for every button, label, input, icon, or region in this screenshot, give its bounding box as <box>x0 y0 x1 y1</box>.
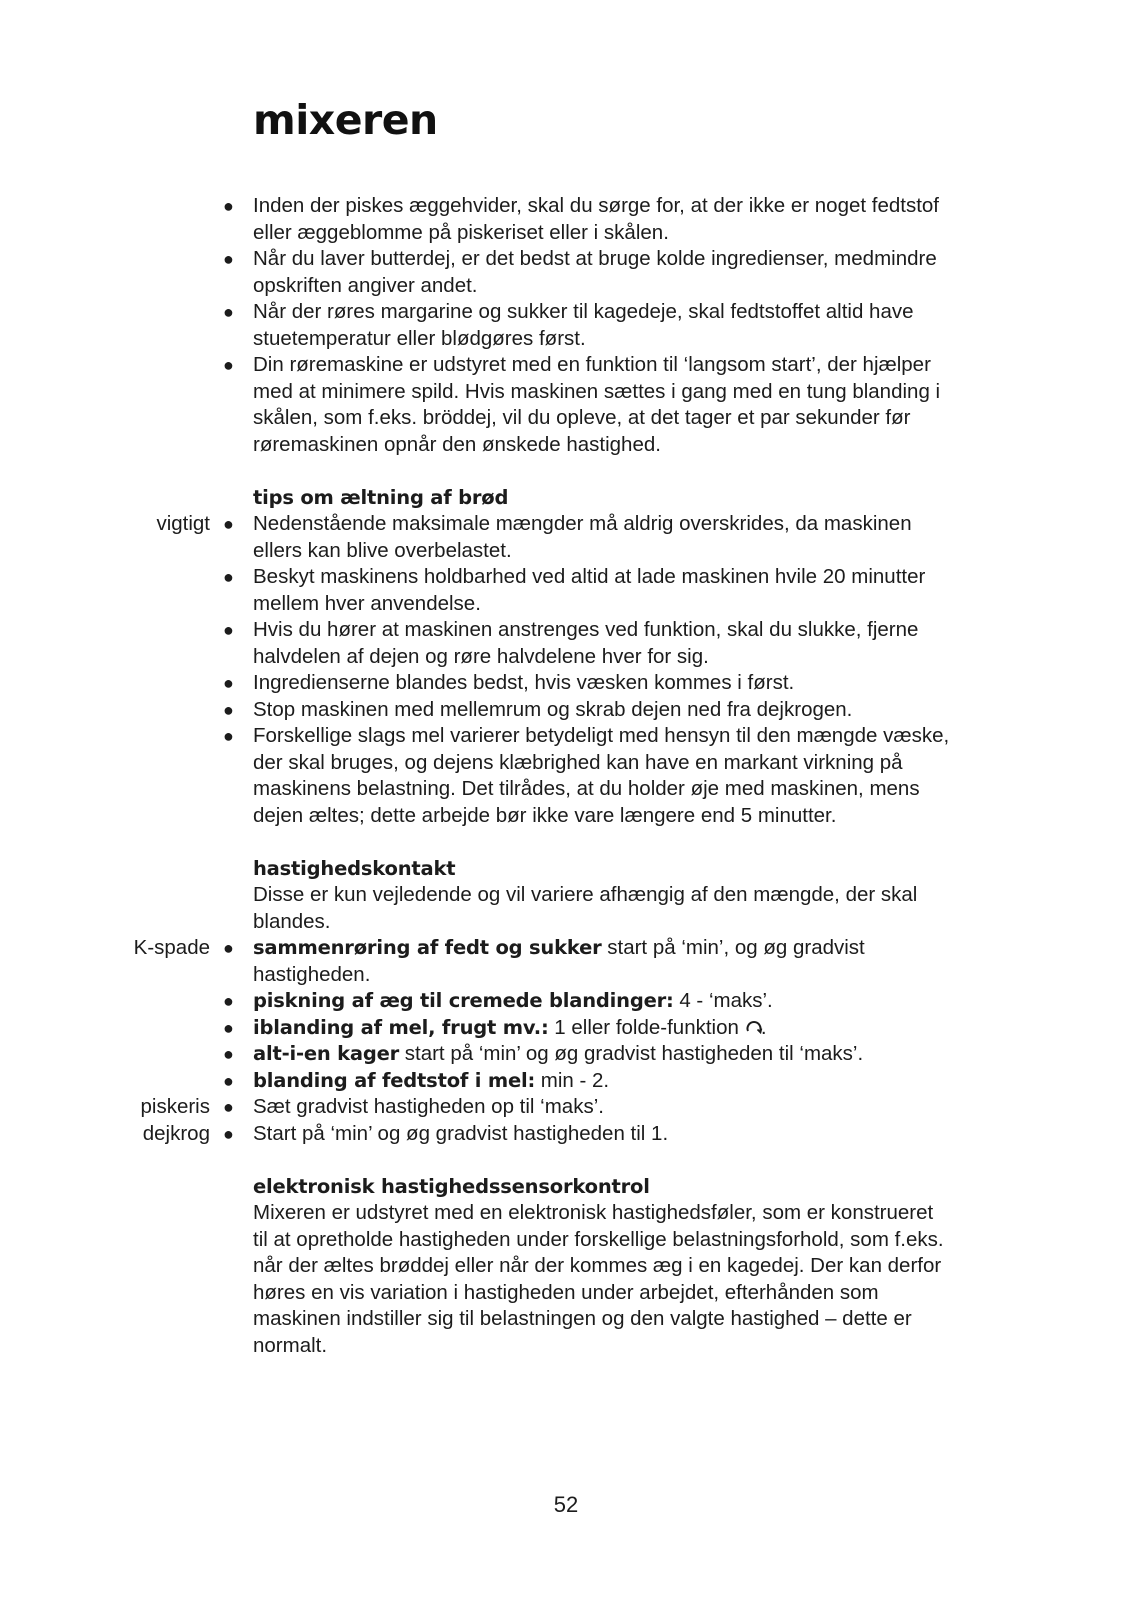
speed-item-3-suffix: . <box>760 1015 767 1039</box>
bullet-icon: ● <box>223 938 234 958</box>
sensor-section-heading: elektronisk hastighedssensorkontrol <box>253 1174 650 1198</box>
speed-item-3 <box>0 1015 1132 1042</box>
bullet-icon: ● <box>223 699 234 720</box>
side-label-important: vigtigt <box>156 512 210 535</box>
bullet-icon: ● <box>223 567 234 587</box>
bullet-icon: ● <box>223 1097 234 1117</box>
sensor-paragraph: Mixeren er udstyret med en elektronisk hastighedsføler, som er konstrueret til at opretholde hastigheden under forskellige belastningsforhold, som f.eks. når der æltes brøddej eller når der kommes æg i en kagedej. Der kan derfor høres en vis variation i hastigheden under arbejdet, efterhånden som maskinen indstiller sig til belastningen og den valgte hastighed – dette er normalt. <box>253 1201 944 1357</box>
hook-item <box>0 1121 1132 1148</box>
side-label-whisk: piskeris <box>140 1095 210 1118</box>
intro-text-3: Når der røres margarine og sukker til kagedeje, skal fedtstoffet altid have stuetemperatur eller blødgøres først. <box>253 300 914 350</box>
bread-text-6: Forskellige slags mel varierer betydeligt med hensyn til den mængde væske, der skal bruges, og dejens klæbrighed kan have en markant virkning på maskinens belastning. Det tilrådes, at du holder øje med maskinen, mens dejen æltes; dette arbejde bør ikke vare længere end 5 minutter. <box>253 724 950 827</box>
bread-section-heading-row <box>0 485 1132 512</box>
speed-item-4-text: start på ‘min’ og øg gradvist hastigheden til ‘maks’. <box>399 1042 864 1065</box>
bullet-icon: ● <box>223 355 234 375</box>
intro-item-1 <box>0 193 1132 246</box>
intro-item-2 <box>0 246 1132 299</box>
bread-item-2 <box>0 564 1132 617</box>
speed-item-3-text: 1 eller folde-funktion <box>548 1015 739 1039</box>
sensor-section-heading-row <box>0 1174 1132 1201</box>
bread-text-4: Ingredienserne blandes bedst, hvis væsken kommes i først. <box>253 671 795 694</box>
page-number: 52 <box>553 1492 579 1517</box>
bread-item-6 <box>0 723 1132 829</box>
speed-item-5 <box>0 1068 1132 1095</box>
speed-intro-text: Disse er kun vejledende og vil variere afhængig af den mængde, der skal blandes. <box>253 883 918 933</box>
bullet-icon: ● <box>223 1123 234 1144</box>
speed-item-2-text: 4 - ‘maks’. <box>673 989 773 1012</box>
bread-text-1: Nedenstående maksimale mængder må aldrig overskrides, da maskinen ellers kan blive overbelastet. <box>253 512 912 562</box>
page-content <box>0 193 1132 1359</box>
sensor-paragraph-row <box>0 1200 1132 1359</box>
speed-item-5-text: min - 2. <box>535 1068 610 1092</box>
speed-item-1-bold: sammenrøring af fedt og sukker <box>253 936 602 959</box>
speed-intro-row <box>0 882 1132 935</box>
bullet-icon: ● <box>223 620 234 640</box>
intro-text-1: Inden der piskes æggehvider, skal du sørge for, at der ikke er noget fedtstof eller æggeblomme på piskeriset eller i skålen. <box>253 194 939 244</box>
intro-item-3 <box>0 299 1132 352</box>
bread-item-3 <box>0 617 1132 670</box>
bullet-icon: ● <box>223 302 234 322</box>
bread-text-5: Stop maskinen med mellemrum og skrab dejen ned fra dejkrogen. <box>253 697 853 721</box>
side-label-kspade: K-spade <box>133 936 210 959</box>
intro-text-2: Når du laver butterdej, er det bedst at bruge kolde ingredienser, medmindre opskriften angiver andet. <box>253 247 937 297</box>
speed-item-1 <box>0 935 1132 988</box>
speed-item-5-bold: blanding af fedtstof i mel: <box>253 1068 536 1092</box>
bullet-icon: ● <box>223 1044 234 1064</box>
speed-item-2 <box>0 988 1132 1015</box>
bullet-icon: ● <box>223 1017 234 1038</box>
intro-text-4: Din røremaskine er udstyret med en funktion til ‘langsom start’, der hjælper med at minimere spild. Hvis maskinen sættes i gang med en tung blanding i skålen, som f.eks. bröddej, vil du opleve, at det tager et par sekunder før røremaskinen opnår den ønskede hastighed. <box>253 353 941 456</box>
speed-item-4-bold: alt-i-en kager <box>253 1042 400 1065</box>
bread-text-2: Beskyt maskinens holdbarhed ved altid at lade maskinen hvile 20 minutter mellem hver anvendelse. <box>253 565 926 615</box>
side-label-hook: dejkrog <box>142 1121 210 1145</box>
speed-section-heading: hastighedskontakt <box>253 856 456 880</box>
speed-item-2-bold: piskning af æg til cremede blandinger: <box>253 989 674 1012</box>
fold-function-icon <box>745 1017 761 1033</box>
whisk-item <box>0 1094 1132 1121</box>
speed-item-1-text: start på ‘min’, og øg gradvist hastigheden. <box>253 936 865 986</box>
bullet-icon: ● <box>223 673 234 693</box>
page-title: mixeren <box>253 96 438 144</box>
bullet-icon: ● <box>223 991 234 1011</box>
intro-item-4 <box>0 352 1132 458</box>
speed-item-3-bold: iblanding af mel, frugt mv.: <box>253 1015 549 1039</box>
bullet-icon: ● <box>223 196 234 216</box>
bullet-icon: ● <box>223 514 234 534</box>
whisk-text: Sæt gradvist hastigheden op til ‘maks’. <box>253 1095 604 1118</box>
bullet-icon: ● <box>223 726 234 746</box>
bread-item-5 <box>0 697 1132 724</box>
hook-text: Start på ‘min’ og øg gradvist hastigheden til 1. <box>253 1121 669 1145</box>
speed-item-4 <box>0 1041 1132 1068</box>
bread-item-4 <box>0 670 1132 697</box>
bread-item-1 <box>0 511 1132 564</box>
bread-section-heading: tips om æltning af brød <box>253 485 509 509</box>
speed-section-heading-row <box>0 856 1132 883</box>
bullet-icon: ● <box>223 1070 234 1091</box>
bullet-icon: ● <box>223 249 234 269</box>
bread-text-3: Hvis du hører at maskinen anstrenges ved funktion, skal du slukke, fjerne halvdelen af dejen og røre halvdelene hver for sig. <box>253 618 919 668</box>
